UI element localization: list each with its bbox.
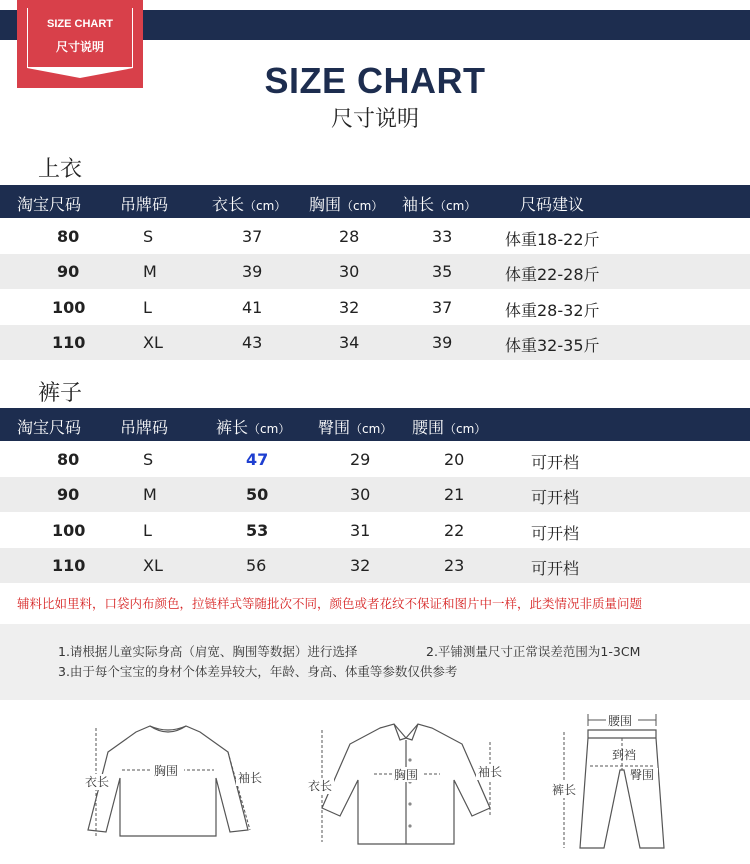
section-title-pants: 裤子 (38, 381, 83, 406)
table-cell: 53 (246, 521, 269, 540)
sweater-collar (150, 726, 186, 732)
col-header-with-unit: 衣长（cm） (212, 195, 287, 214)
sweater-chest-label: 胸围 (154, 764, 179, 778)
table-cell: M (143, 485, 157, 504)
table-cell: 90 (57, 262, 80, 281)
table-cell: 可开档 (531, 559, 580, 578)
table-cell: 可开档 (531, 453, 580, 472)
table-cell: XL (143, 556, 163, 575)
table-cell: 90 (57, 485, 80, 504)
table-cell: 32 (350, 556, 371, 575)
table-cell: 100 (52, 521, 86, 540)
table-cell: 28 (339, 227, 360, 246)
table-row (0, 442, 750, 477)
section-title-top: 上衣 (38, 157, 83, 182)
page-subtitle: 尺寸说明 (330, 107, 419, 132)
table-cell: 31 (350, 521, 371, 540)
table-cell: S (143, 227, 154, 246)
col-header: 淘宝尺码 (17, 418, 82, 437)
shirt-sleeve-label: 袖长 (478, 765, 503, 779)
col-header-with-unit: 臀围（cm） (318, 418, 393, 437)
table-cell: 体重32-35斤 (505, 336, 600, 355)
table-cell: 23 (444, 556, 465, 575)
pants-waist-label: 腰围 (608, 714, 633, 728)
table-cell: 30 (350, 485, 371, 504)
table-cell: 体重22-28斤 (505, 265, 600, 284)
table-cell: 50 (246, 485, 269, 504)
table-cell: L (143, 521, 152, 540)
table-cell: 37 (432, 298, 453, 317)
tip-2: 2.平铺测量尺寸正常误差范围为1-3CM (426, 644, 641, 659)
pants-diagram (548, 708, 678, 856)
table-cell: 37 (242, 227, 263, 246)
table-row (0, 325, 750, 360)
col-header-with-unit: 胸围（cm） (309, 195, 384, 214)
table-cell: 35 (432, 262, 453, 281)
tips-panel (0, 624, 750, 700)
pants-crotch-label: 到裆 (612, 748, 637, 762)
sweater-length-label: 衣长 (85, 775, 110, 789)
table-cell: 可开档 (531, 488, 580, 507)
table-cell: 20 (444, 450, 465, 469)
shirt-diagram (300, 716, 515, 852)
table-cell: 110 (52, 556, 86, 575)
table-cell: 41 (242, 298, 263, 317)
tip-1: 1.请根据儿童实际身高（肩宽、胸围等数据）进行选择 (58, 644, 358, 659)
sweater-outline (88, 726, 248, 836)
col-header-with-unit: 袖长（cm） (402, 195, 477, 214)
table-cell: 56 (246, 556, 267, 575)
table-header-pants (0, 408, 750, 441)
table-cell: L (143, 298, 152, 317)
table-cell: 21 (444, 485, 465, 504)
table-row (0, 548, 750, 583)
table-cell: 100 (52, 298, 86, 317)
table-cell: 47 (246, 450, 269, 469)
table-cell: 32 (339, 298, 360, 317)
table-cell: 体重18-22斤 (505, 230, 600, 249)
table-cell: 43 (242, 333, 263, 352)
table-cell: 80 (57, 450, 80, 469)
col-header: 尺码建议 (520, 195, 585, 214)
table-cell: 80 (57, 227, 80, 246)
table-cell: 可开档 (531, 524, 580, 543)
pants-hip-label: 臀围 (630, 768, 655, 782)
table-cell: S (143, 450, 154, 469)
table-cell: 30 (339, 262, 360, 281)
col-header-with-unit: 裤长（cm） (216, 418, 291, 437)
col-header: 淘宝尺码 (17, 195, 82, 214)
tip-3: 3.由于每个宝宝的身材个体差异较大，年龄、身高、体重等参数仅供参考 (58, 664, 458, 679)
table-cell: 39 (242, 262, 263, 281)
table-cell: 体重28-32斤 (505, 301, 600, 320)
shirt-chest-label: 胸围 (394, 768, 419, 782)
col-header: 吊牌码 (120, 195, 169, 214)
table-cell: 33 (432, 227, 453, 246)
table-row (0, 254, 750, 289)
badge-title-cn: 尺寸说明 (55, 40, 104, 54)
table-header-top (0, 185, 750, 218)
table-cell: 39 (432, 333, 453, 352)
table-row (0, 219, 750, 254)
sweater-sleeve-label: 袖长 (238, 771, 263, 785)
col-header-with-unit: 腰围（cm） (412, 418, 487, 437)
table-row (0, 477, 750, 512)
table-cell: 22 (444, 521, 465, 540)
page-title: SIZE CHART (264, 60, 486, 101)
shirt-length-label: 衣长 (308, 779, 333, 793)
table-row (0, 513, 750, 548)
table-cell: XL (143, 333, 163, 352)
table-cell: 29 (350, 450, 371, 469)
table-row (0, 290, 750, 325)
table-cell: 110 (52, 333, 86, 352)
shirt-collar (394, 724, 418, 740)
col-header: 吊牌码 (120, 418, 169, 437)
pants-length-label: 裤长 (552, 783, 577, 797)
badge-title-en: SIZE CHART (47, 18, 113, 30)
quality-disclaimer: 辅料比如里料，口袋内布颜色，拉链样式等随批次不同，颜色或者花纹不保证和图片中一样，此类情况非质量问题 (17, 596, 643, 611)
table-cell: 34 (339, 333, 360, 352)
sweater-diagram (78, 718, 278, 848)
table-cell: M (143, 262, 157, 281)
